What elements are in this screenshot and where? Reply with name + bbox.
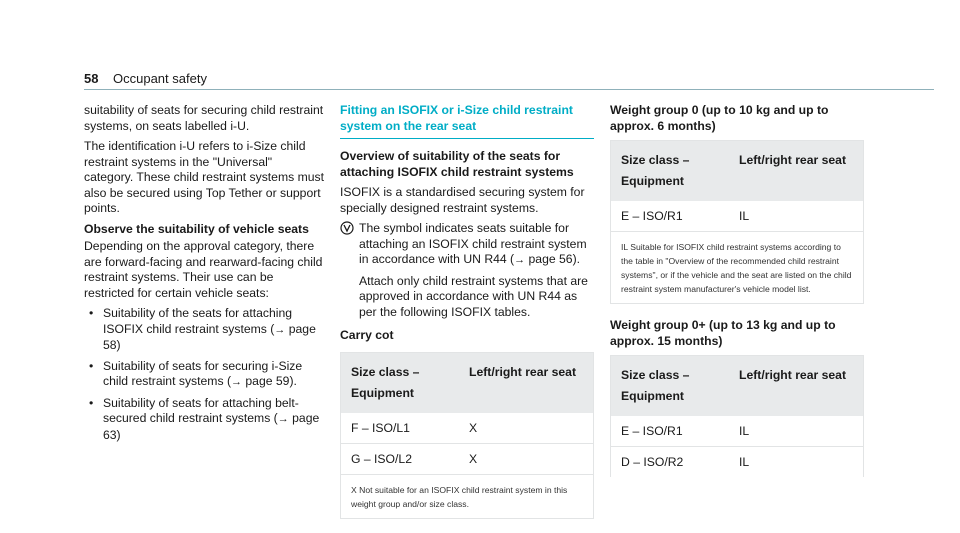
weight-group-0plus-table [610, 355, 864, 477]
col1-paragraph-2: The identification i-U refers to i-Size child restraint systems in the "Universal" category. These child restraint systems must also be secured using Top Tether or support points. [84, 139, 324, 215]
page-reference-link[interactable]: page 58) [103, 321, 316, 352]
page-reference-link[interactable]: page 56). [528, 252, 581, 266]
page-reference-link[interactable]: page 63) [103, 411, 320, 442]
suitability-list [84, 306, 324, 443]
table-cell: X [459, 413, 593, 444]
carry-cot-heading: Carry cot [340, 328, 394, 342]
table-row [341, 443, 593, 474]
table-header-row [341, 353, 593, 413]
table-footnote-row [341, 474, 593, 518]
column-3 [610, 103, 864, 477]
weight-group-0-heading: Weight group 0 (up to 10 kg and up to approx. 6 months) [610, 103, 829, 133]
arrow-right-icon: → [231, 376, 242, 388]
column-header: Size class – Equipment [611, 356, 729, 416]
table-header-row [611, 141, 863, 201]
col2-paragraph-2: Attach only child restraint systems that are approved in accordance with UN R44 as per the following ISOFIX tables. [359, 273, 588, 319]
table-row [611, 201, 863, 232]
note-text: The symbol indicates seats suitable for attaching an ISOFIX child restraint system in accordance with UN R44 ( [359, 221, 587, 266]
col1-paragraph-3: Depending on the approval category, there are forward-facing and rearward-facing child restraint systems. Their use can be restricted for certain vehicle seats: [84, 239, 323, 300]
isofix-symbol-icon [340, 221, 354, 235]
table-footnote: X Not suitable for an ISOFIX child restraint system in this weight group and/or size class. [351, 484, 568, 509]
column-header: Left/right rear seat [729, 141, 863, 201]
table-cell: IL [729, 201, 863, 232]
table-footnote-row [611, 232, 863, 304]
arrow-right-icon: → [514, 254, 526, 266]
section-title: Occupant safety [113, 71, 207, 86]
list-item-text: Suitability of seats for securing i-Size child restraint systems ( [103, 358, 303, 388]
table-row [341, 413, 593, 444]
col2-paragraph-1: ISOFIX is a standardised securing system for specially designed restraint systems. [340, 185, 585, 215]
column-1 [84, 103, 324, 448]
table-cell: D – ISO/R2 [621, 455, 684, 469]
table-cell: IL [739, 455, 750, 469]
page-reference-link[interactable]: page 59). [245, 374, 297, 388]
isofix-note [340, 221, 594, 269]
table-footnote: IL Suitable for ISOFIX child restraint systems according to the table in "Overview of the recommended child restraint systems", or if the vehicle and the seat are listed on the child restraint system manufacturer's vehicle model list. [621, 242, 852, 294]
table-cell: E – ISO/R1 [611, 416, 729, 447]
list-item [84, 396, 324, 444]
table-row [611, 447, 863, 478]
column-header: Left/right rear seat [729, 356, 863, 416]
bullet-icon: • [89, 395, 94, 410]
column-header: Size class – Equipment [341, 353, 459, 413]
table-cell: IL [729, 416, 863, 447]
carry-cot-table [340, 352, 594, 519]
col2-subheading: Overview of suitability of the seats for attaching ISOFIX child restraint systems [340, 149, 574, 179]
weight-group-0-table [610, 140, 864, 304]
list-item [84, 359, 324, 391]
col1-paragraph-1: suitability of seats for securing child restraint systems, on seats labelled i-U. [84, 103, 324, 133]
arrow-right-icon: → [274, 323, 286, 336]
table-header-row [611, 356, 863, 416]
bullet-icon: • [89, 306, 94, 320]
list-item-text: Suitability of seats for attaching belt-secured child restraint systems ( [103, 395, 299, 425]
page-number: 58 [84, 71, 99, 86]
heading-rule [340, 138, 594, 139]
column-2 [340, 103, 594, 519]
arrow-right-icon: → [277, 413, 289, 425]
weight-group-0plus-heading: Weight group 0+ (up to 13 kg and up to approx. 15 months) [610, 318, 836, 348]
column-header: Size class – Equipment [611, 141, 729, 201]
list-item [84, 306, 324, 354]
list-item-text: Suitability of the seats for attaching ISOFIX child restraint systems ( [103, 306, 293, 336]
table-cell: E – ISO/R1 [611, 201, 729, 232]
table-cell: G – ISO/L2 [341, 443, 459, 474]
section-heading: Fitting an ISOFIX or i-Size child restraint system on the rear seat [340, 103, 573, 133]
header-rule [84, 89, 934, 90]
table-row [611, 416, 863, 447]
col1-heading: Observe the suitability of vehicle seats [84, 221, 309, 236]
column-header: Left/right rear seat [459, 353, 593, 413]
bullet-icon: • [89, 358, 94, 373]
table-cell: X [459, 443, 593, 474]
table-cell: F – ISO/L1 [341, 413, 459, 444]
